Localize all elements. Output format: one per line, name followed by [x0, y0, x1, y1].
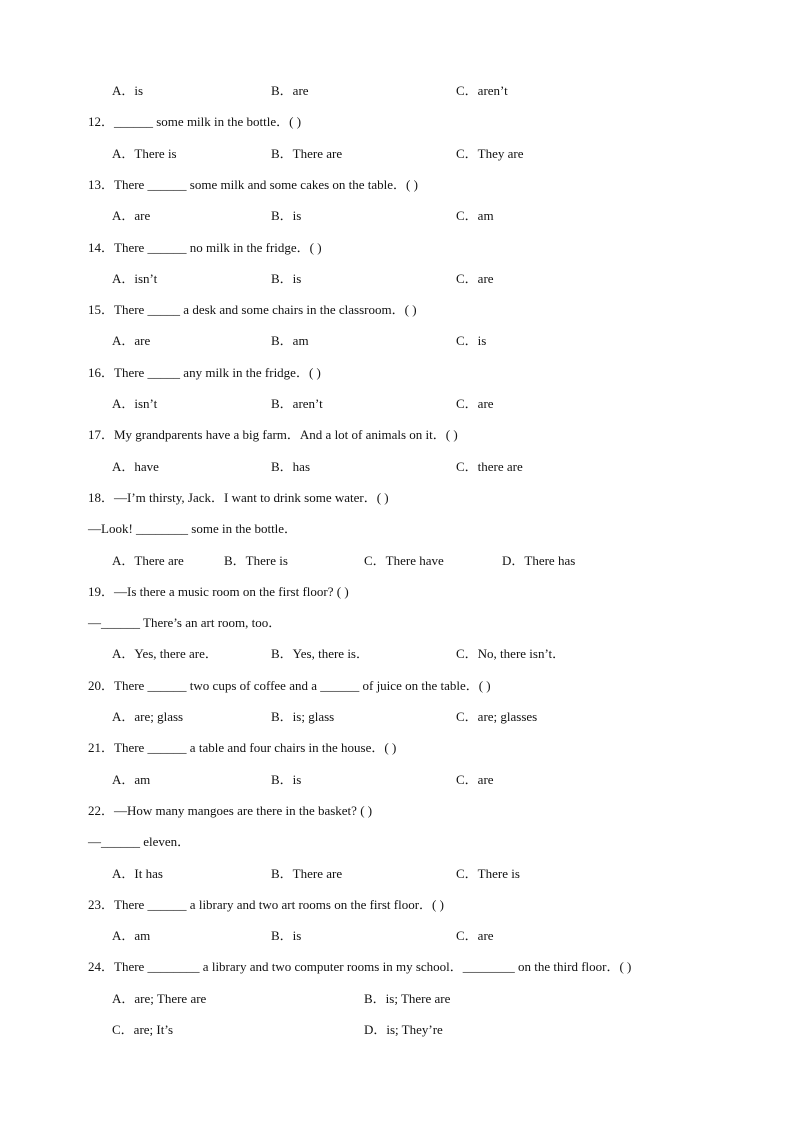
question-stem [0, 738, 794, 758]
answer-options [0, 81, 794, 101]
option-b[interactable]: B．is [271, 928, 302, 944]
option-c[interactable]: C．There have [364, 552, 444, 568]
answer-options [0, 644, 794, 664]
option-c[interactable]: C．are [456, 928, 494, 944]
option-a[interactable]: A．am [112, 771, 151, 787]
question-stem [0, 582, 794, 602]
option-a[interactable]: A．is [112, 83, 144, 98]
answer-options [0, 394, 794, 414]
answer-options [0, 206, 794, 226]
option-c[interactable]: C．There is [456, 865, 520, 881]
option-c[interactable]: C．are; glasses [456, 709, 538, 724]
question-text: 22．—How many mangoes are there in the basket? ( ) [88, 802, 373, 818]
question-stem [0, 801, 794, 821]
option-c[interactable]: C．are [456, 771, 494, 787]
dialogue-text: —______ eleven． [88, 834, 191, 850]
question-text: 18．—I’m thirsty, Jack．I want to drink some water．( ) [88, 489, 389, 505]
option-b[interactable]: B．is; glass [271, 709, 335, 724]
option-a[interactable]: A．Yes, there are． [112, 646, 218, 662]
option-a[interactable]: A．There are [112, 552, 184, 568]
option-b[interactable]: B．am [271, 333, 309, 349]
question-text: 20．There ______ two cups of coffee and a ______ of juice on the table．( ) [88, 677, 491, 693]
option-b[interactable]: B．There is [224, 552, 288, 568]
option-a[interactable]: A．are; glass [112, 709, 184, 724]
answer-options [0, 551, 794, 571]
option-b[interactable]: B．is [271, 208, 302, 224]
answer-options [0, 707, 794, 727]
option-c[interactable]: C．No, there isn’t． [456, 646, 566, 662]
option-b[interactable]: B．aren’t [271, 396, 323, 411]
dialogue-line [0, 613, 794, 633]
dialogue-line [0, 519, 794, 539]
question-text: 15．There _____ a desk and some chairs in the classroom．( ) [88, 302, 417, 318]
option-c[interactable]: C．am [456, 208, 494, 224]
question-text: 19．—Is there a music room on the first floor? ( ) [88, 583, 349, 599]
question-text: 24．There ________ a library and two computer rooms in my school．________ on the third floor．( ) [88, 959, 632, 975]
question-stem [0, 895, 794, 915]
option-a[interactable]: A．isn’t [112, 396, 158, 411]
option-b[interactable]: B．There are [271, 865, 343, 881]
option-a[interactable]: C．are; It’s [112, 1022, 174, 1037]
question-text: 17．My grandparents have a big farm．And a lot of animals on it．( ) [88, 427, 458, 443]
question-stem [0, 175, 794, 195]
question-text: 13．There ______ some milk and some cakes on the table．( ) [88, 176, 418, 192]
option-c[interactable]: C．there are [456, 458, 523, 474]
option-c[interactable]: C．is [456, 333, 487, 349]
option-a[interactable]: A．are [112, 333, 151, 349]
option-a[interactable]: A．isn’t [112, 270, 158, 286]
answer-options [0, 1020, 794, 1040]
question-stem [0, 238, 794, 258]
option-b[interactable]: D．is; They’re [364, 1022, 443, 1037]
option-c[interactable]: C．aren’t [456, 83, 508, 98]
answer-options [0, 770, 794, 790]
question-stem [0, 676, 794, 696]
question-stem [0, 363, 794, 383]
option-b[interactable]: B．are [271, 83, 309, 98]
option-a[interactable]: A．have [112, 458, 159, 474]
question-text: 23．There ______ a library and two art rooms on the first floor．( ) [88, 896, 444, 912]
option-a[interactable]: A．are; There are [112, 990, 207, 1006]
answer-options [0, 926, 794, 946]
question-text: 14．There ______ no milk in the fridge．( ) [88, 239, 322, 255]
question-text: 12．______ some milk in the bottle．( ) [88, 114, 302, 130]
option-a[interactable]: A．are [112, 208, 151, 224]
question-stem [0, 425, 794, 445]
question-text: 16．There _____ any milk in the fridge．( ) [88, 364, 321, 380]
answer-options [0, 864, 794, 884]
option-d[interactable]: D．There has [502, 552, 576, 568]
answer-options [0, 269, 794, 289]
question-stem [0, 957, 794, 977]
option-c[interactable]: C．are [456, 270, 494, 286]
option-b[interactable]: B．is [271, 270, 302, 286]
dialogue-text: —Look! ________ some in the bottle． [88, 521, 298, 537]
option-a[interactable]: A．It has [112, 865, 163, 881]
question-stem [0, 112, 794, 132]
dialogue-text: —______ There’s an art room, too． [88, 615, 282, 631]
question-text: 21．There ______ a table and four chairs in the house．( ) [88, 740, 397, 756]
answer-options [0, 144, 794, 164]
dialogue-line [0, 832, 794, 852]
answer-options [0, 989, 794, 1009]
question-stem [0, 488, 794, 508]
option-b[interactable]: B．is [271, 771, 302, 787]
option-c[interactable]: C．are [456, 396, 494, 411]
answer-options [0, 457, 794, 477]
option-b[interactable]: B．There are [271, 145, 343, 161]
option-a[interactable]: A．am [112, 928, 151, 944]
answer-options [0, 331, 794, 351]
option-b[interactable]: B．has [271, 458, 311, 474]
option-b[interactable]: B．is; There are [364, 990, 451, 1006]
option-c[interactable]: C．They are [456, 145, 524, 161]
option-b[interactable]: B．Yes, there is． [271, 646, 369, 662]
question-stem [0, 300, 794, 320]
option-a[interactable]: A．There is [112, 145, 177, 161]
